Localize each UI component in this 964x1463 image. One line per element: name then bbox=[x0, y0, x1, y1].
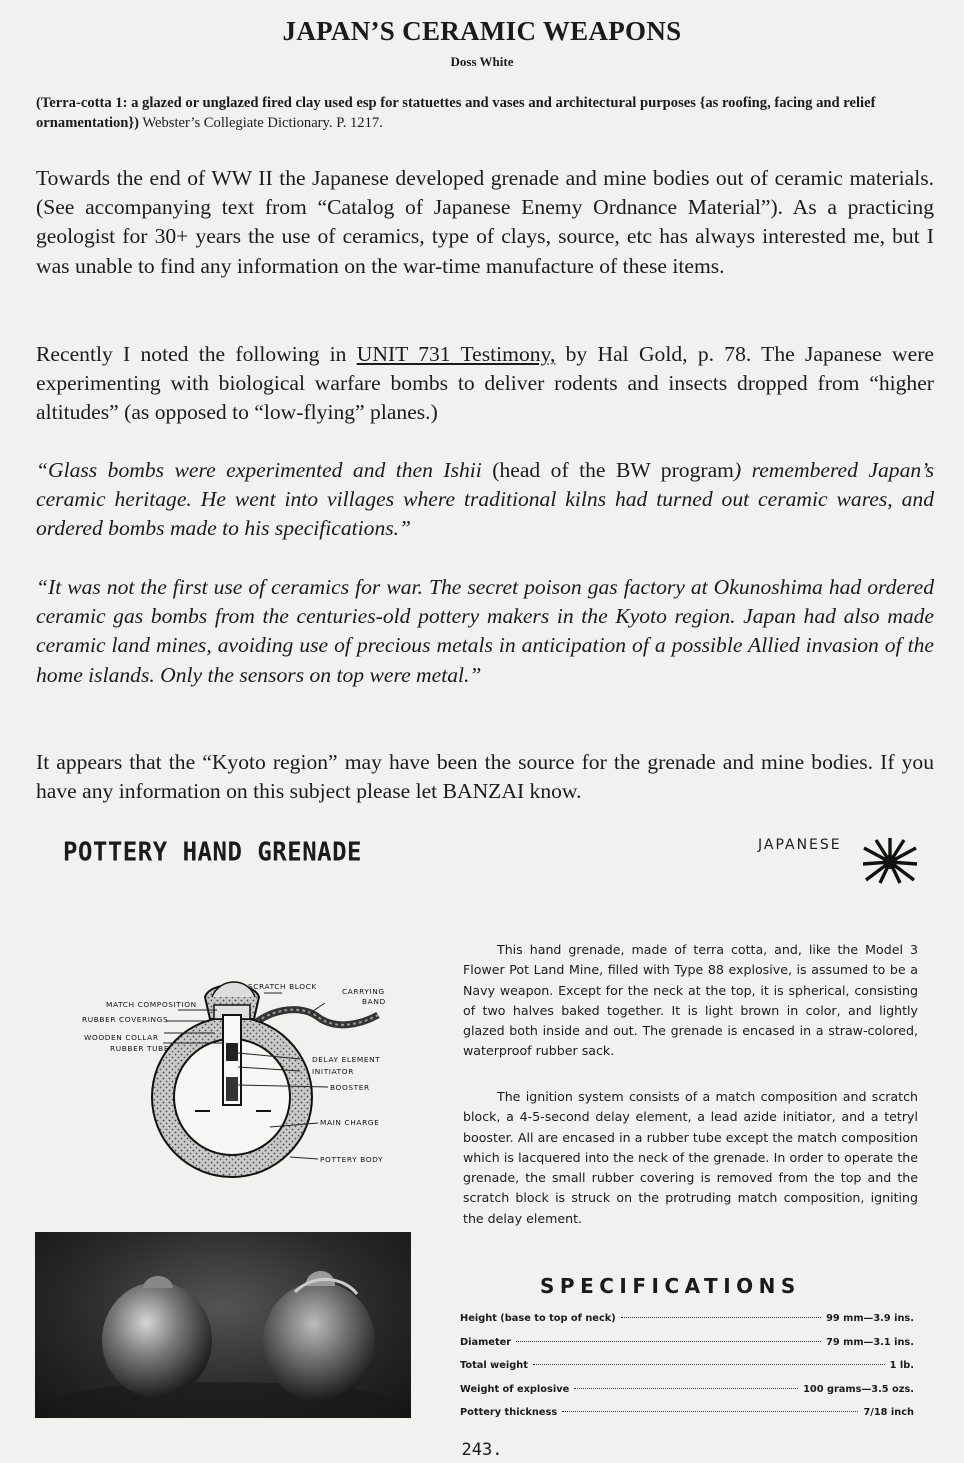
spec-value: 7/18 inch bbox=[863, 1407, 914, 1419]
quote1-aside: (head of the BW program bbox=[481, 458, 734, 482]
definition-text: (Terra-cotta 1: a glazed or unglazed fired clay used esp for statuettes and vases and architectural purposes {as roofing, facing and relief ornamentation}) bbox=[36, 95, 876, 131]
label-pottery-body: POTTERY BODY bbox=[320, 1155, 384, 1164]
spec-value: 99 mm—3.9 ins. bbox=[826, 1313, 914, 1324]
label-initiator: INITIATOR bbox=[312, 1067, 354, 1076]
label-rubber-coverings: RUBBER COVERINGS bbox=[82, 1015, 169, 1024]
dictionary-definition bbox=[36, 93, 934, 133]
specifications-table bbox=[460, 1313, 914, 1431]
paragraph-unit731-text: Recently I noted the following in bbox=[36, 342, 357, 366]
article-title: JAPAN’S CERAMIC WEAPONS bbox=[282, 16, 682, 46]
label-rubber-tube: RUBBER TUBE bbox=[110, 1044, 170, 1053]
grenade-description: This hand grenade, made of terra cotta, and, like the Model 3 Flower Pot Land Mine, filled with Type 88 explosive, is assumed to be a Navy weapon. Except for the neck at the top, it is spherical, consisting of two halves baked together. It is light brown in color, and lightly glazed both inside and out. The grenade is encased in a straw-colored, waterproof rubber sack. bbox=[463, 942, 918, 1059]
spec-row bbox=[460, 1407, 914, 1431]
paragraph-conclusion: It appears that the “Kyoto region” may have been the source for the grenade and mine bodies. If you have any information on this subject please let BANZAI know. bbox=[36, 750, 934, 804]
spec-label: Diameter bbox=[460, 1336, 512, 1348]
spec-leader-dots bbox=[562, 1411, 858, 1412]
label-delay-element: DELAY ELEMENT bbox=[312, 1055, 381, 1064]
catalog-nation-label: JAPANESE bbox=[758, 837, 842, 853]
article-author: Doss White bbox=[450, 54, 514, 69]
ignition-description: The ignition system consists of a match composition and scratch block, a 4-5-second delay element, a lead azide initiator, and a tetryl booster. All are encased in a rubber tube except the match composition which is lacquered into the neck of the grenade. In order to operate the grenade, the small rubber covering is removed from the top and the scratch block is struck on the protruding match composition, igniting the delay element. bbox=[463, 1089, 918, 1226]
page-number: 243. bbox=[461, 1440, 503, 1460]
label-booster: BOOSTER bbox=[330, 1083, 370, 1092]
spec-row bbox=[460, 1313, 914, 1337]
grenade-cutaway-diagram bbox=[60, 975, 400, 1197]
spec-row bbox=[460, 1384, 914, 1408]
spec-leader-dots bbox=[516, 1341, 821, 1342]
delay-element bbox=[226, 1043, 238, 1061]
spec-label: Height (base to top of neck) bbox=[460, 1313, 616, 1324]
quote1-part-a: “Glass bombs were experimented and then Ishii bbox=[36, 458, 482, 482]
book-title-underlined: UNIT 731 Testimony, bbox=[356, 342, 556, 366]
label-main-charge: MAIN CHARGE bbox=[320, 1118, 380, 1127]
grenade-photo-image bbox=[35, 1232, 411, 1418]
catalog-title: POTTERY HAND GRENADE bbox=[63, 836, 362, 868]
label-wooden-collar: WOODEN COLLAR bbox=[84, 1033, 159, 1042]
spec-label: Pottery thickness bbox=[460, 1407, 558, 1419]
label-band: BAND bbox=[362, 997, 386, 1006]
spec-value: 79 mm—3.1 ins. bbox=[826, 1336, 914, 1348]
spec-value: 100 grams—3.5 ozs. bbox=[803, 1383, 914, 1395]
spec-leader-dots bbox=[574, 1388, 798, 1389]
paragraph-intro: Towards the end of WW II the Japanese developed grenade and mine bodies out of ceramic materials. (See accompanying text from “Catalog of Japanese Enemy Ordnance Material”). As a practicing geologist for 30+ years the use of ceramics, type of clays, source, etc has always interested me, but I was unable to find any information on the war-time manufacture of these items. bbox=[36, 166, 934, 278]
quote-ceramics-for-war: “It was not the first use of ceramics for war. The secret poison gas factory at Okunoshima had ordered ceramic gas bombs from the centuries-old pottery makers in the Kyoto region. Japan had also made ceramic land mines, avoiding use of precious metals in anticipation of a possible Allied invasion of the home islands. Only the sensors on top were metal.” bbox=[36, 575, 934, 687]
quote-glass-bombs bbox=[36, 456, 934, 544]
label-match-composition: MATCH COMPOSITION bbox=[106, 1000, 197, 1009]
spec-leader-dots bbox=[533, 1364, 885, 1365]
definition-source: Webster’s Collegiate Dictionary. P. 1217. bbox=[139, 115, 383, 131]
spec-row bbox=[460, 1360, 914, 1384]
specifications-heading: SPECIFICATIONS bbox=[540, 1274, 801, 1298]
spec-row bbox=[460, 1337, 914, 1361]
paragraph-unit731 bbox=[36, 340, 934, 428]
label-carrying: CARRYING bbox=[342, 987, 385, 996]
label-scratch-block: SCRATCH BLOCK bbox=[248, 982, 317, 991]
quote1-part-c: ) remembered Japan’s ceramic heritage. He went into villages where traditional kilns had turned out ceramic wares, and ordered bombs made to his specifications.” bbox=[36, 458, 934, 541]
rising-sun-flag-icon bbox=[862, 836, 918, 884]
paragraph-unit731-rest: by Hal Gold, p. 78. The Japanese were experimenting with biological warfare bombs to deliver rodents and insects dropped from “higher altitudes” (as opposed to “low-flying” planes.) bbox=[36, 342, 934, 425]
grenade-photograph bbox=[35, 1232, 411, 1418]
spec-value: 1 lb. bbox=[889, 1360, 914, 1372]
booster-shape bbox=[226, 1077, 238, 1101]
spec-leader-dots bbox=[621, 1317, 821, 1318]
spec-label: Weight of explosive bbox=[460, 1383, 570, 1395]
spec-label: Total weight bbox=[460, 1360, 528, 1372]
